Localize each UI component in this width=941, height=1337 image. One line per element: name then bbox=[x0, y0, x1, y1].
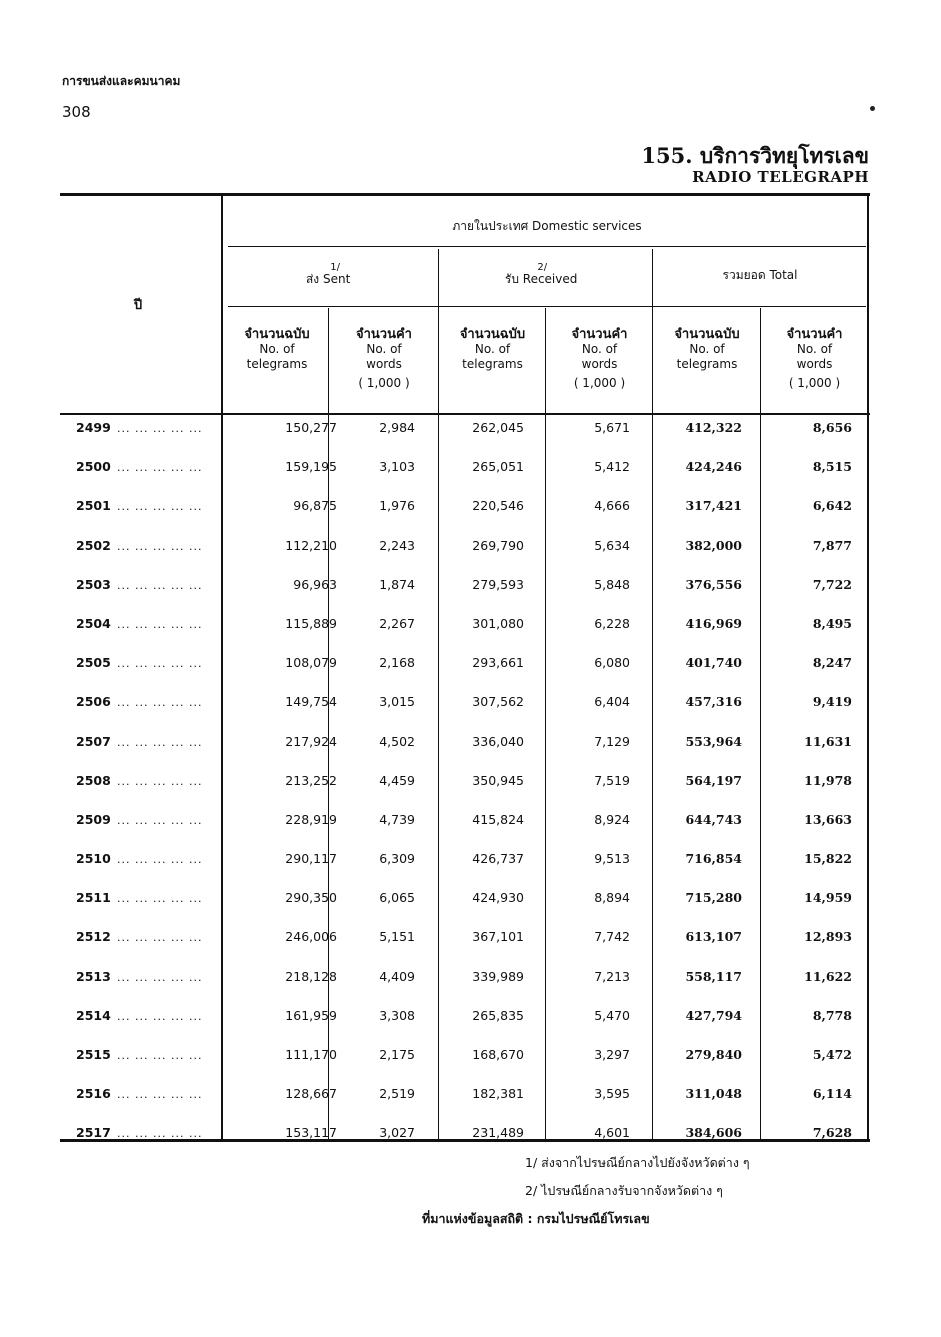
value-cell: 8,656 bbox=[812, 420, 852, 435]
value-cell: 715,280 bbox=[685, 890, 742, 906]
received-label: รับ Received bbox=[504, 272, 578, 286]
value-cell: 9,419 bbox=[812, 694, 852, 710]
table-title-thai-text: บริการวิทยุโทรเลข bbox=[699, 143, 869, 168]
value-cell: 8,778 bbox=[812, 1007, 852, 1023]
value-cell: 5,634 bbox=[594, 537, 630, 553]
col-header-th: จำนวนคำ bbox=[356, 327, 412, 342]
value-cell: 231,489 bbox=[472, 1125, 524, 1141]
value-cell: 424,930 bbox=[472, 890, 524, 906]
leader-dots: ... ... ... ... ... bbox=[117, 1127, 203, 1141]
year-cell: 2513 bbox=[76, 968, 111, 984]
value-cell: 6,404 bbox=[594, 694, 630, 710]
sent-words-header bbox=[330, 327, 438, 391]
value-cell: 4,459 bbox=[379, 772, 415, 788]
value-cell: 3,027 bbox=[379, 1125, 415, 1141]
table-number: 155. bbox=[641, 143, 693, 168]
table-row bbox=[62, 647, 870, 686]
value-cell: 2,168 bbox=[379, 655, 415, 671]
table-title-english: RADIO TELEGRAPH bbox=[692, 168, 869, 186]
year-cell: 2511 bbox=[76, 890, 111, 906]
value-cell: 367,101 bbox=[472, 929, 524, 945]
value-cell: 6,065 bbox=[379, 890, 415, 906]
leader-dots: ... ... ... ... ... bbox=[117, 813, 203, 827]
table-top-rule bbox=[60, 193, 870, 196]
col-header-en2: words bbox=[581, 357, 618, 371]
year-cell: 2507 bbox=[76, 733, 111, 749]
value-cell: 6,080 bbox=[594, 655, 630, 671]
value-cell: 301,080 bbox=[472, 615, 524, 631]
value-cell: 7,213 bbox=[594, 968, 630, 984]
col-header-en1: No. of bbox=[259, 342, 295, 356]
col-header-en1: No. of bbox=[796, 342, 833, 356]
value-cell: 307,562 bbox=[472, 694, 524, 710]
col-header-unit: ( 1,000 ) bbox=[358, 376, 410, 390]
table-row bbox=[62, 608, 870, 647]
value-cell: 553,964 bbox=[685, 733, 742, 749]
leader-dots: ... ... ... ... ... bbox=[117, 696, 203, 710]
year-cell: 2501 bbox=[76, 498, 111, 514]
value-cell: 376,556 bbox=[685, 576, 742, 592]
table-row bbox=[62, 1039, 870, 1078]
received-group-header bbox=[440, 262, 652, 287]
year-cell: 2499 bbox=[76, 420, 111, 435]
value-cell: 5,472 bbox=[812, 1047, 852, 1062]
table-row bbox=[62, 726, 870, 765]
year-cell: 2517 bbox=[76, 1125, 111, 1141]
value-cell: 213,252 bbox=[285, 772, 337, 788]
table-row bbox=[62, 686, 870, 725]
value-cell: 6,228 bbox=[594, 615, 630, 631]
value-cell: 5,412 bbox=[594, 459, 630, 475]
value-cell: 6,642 bbox=[812, 498, 852, 514]
col-header-en1: No. of bbox=[474, 342, 511, 356]
leader-dots: ... ... ... ... ... bbox=[117, 774, 203, 788]
value-cell: 6,114 bbox=[812, 1086, 852, 1102]
year-cell: 2505 bbox=[76, 655, 111, 671]
table-row bbox=[62, 1000, 870, 1039]
value-cell: 96,963 bbox=[293, 576, 337, 592]
table-row bbox=[62, 804, 870, 843]
col-header-en2: telegrams bbox=[246, 357, 308, 371]
sent-group-header bbox=[228, 262, 438, 287]
value-cell: 7,129 bbox=[594, 733, 630, 749]
value-cell: 384,606 bbox=[685, 1125, 742, 1141]
value-cell: 5,470 bbox=[594, 1007, 630, 1023]
col-header-th: จำนวนฉบับ bbox=[459, 327, 526, 342]
value-cell: 9,513 bbox=[594, 851, 630, 867]
value-cell: 412,322 bbox=[685, 420, 742, 435]
leader-dots: ... ... ... ... ... bbox=[117, 539, 203, 553]
sent-footnote-ref: 1/ bbox=[330, 262, 341, 273]
value-cell: 427,794 bbox=[685, 1007, 742, 1023]
value-cell: 416,969 bbox=[685, 615, 742, 631]
col-header-unit: ( 1,000 ) bbox=[788, 376, 841, 390]
value-cell: 8,924 bbox=[594, 811, 630, 827]
col-header-en1: No. of bbox=[581, 342, 618, 356]
value-cell: 8,247 bbox=[812, 655, 852, 671]
value-cell: 4,409 bbox=[379, 968, 415, 984]
leader-dots: ... ... ... ... ... bbox=[117, 892, 203, 906]
value-cell: 182,381 bbox=[472, 1086, 524, 1102]
received-footnote-ref: 2/ bbox=[537, 262, 548, 273]
value-cell: 3,297 bbox=[594, 1047, 630, 1062]
value-cell: 4,601 bbox=[594, 1125, 630, 1141]
table-row bbox=[62, 569, 870, 608]
col-header-th: จำนวนคำ bbox=[571, 327, 628, 342]
value-cell: 339,989 bbox=[472, 968, 524, 984]
col-header-en1: No. of bbox=[689, 342, 725, 356]
table-row bbox=[62, 765, 870, 804]
table-row bbox=[62, 843, 870, 882]
value-cell: 4,739 bbox=[379, 811, 415, 827]
year-cell: 2510 bbox=[76, 851, 111, 867]
col-header-en1: No. of bbox=[366, 342, 402, 356]
value-cell: 7,519 bbox=[594, 772, 630, 788]
leader-dots: ... ... ... ... ... bbox=[117, 1088, 203, 1102]
value-cell: 290,117 bbox=[285, 851, 337, 867]
value-cell: 15,822 bbox=[804, 851, 852, 867]
domestic-header-rule bbox=[228, 246, 866, 247]
value-cell: 317,421 bbox=[685, 498, 742, 514]
value-cell: 7,877 bbox=[812, 537, 852, 553]
value-cell: 218,128 bbox=[285, 968, 337, 984]
year-cell: 2500 bbox=[76, 459, 111, 475]
value-cell: 7,742 bbox=[594, 929, 630, 945]
value-cell: 265,051 bbox=[472, 459, 524, 475]
value-cell: 149,754 bbox=[285, 694, 337, 710]
value-cell: 3,103 bbox=[379, 459, 415, 475]
value-cell: 3,595 bbox=[594, 1086, 630, 1102]
table-row bbox=[62, 530, 870, 569]
value-cell: 7,628 bbox=[812, 1125, 852, 1141]
value-cell: 13,663 bbox=[804, 811, 852, 827]
value-cell: 1,874 bbox=[379, 576, 415, 592]
value-cell: 424,246 bbox=[685, 459, 742, 475]
value-cell: 401,740 bbox=[685, 655, 742, 671]
value-cell: 115,889 bbox=[285, 615, 337, 631]
col-header-th: จำนวนคำ bbox=[786, 327, 843, 342]
col-header-en2: telegrams bbox=[676, 357, 738, 371]
value-cell: 108,079 bbox=[285, 655, 337, 671]
value-cell: 5,848 bbox=[594, 576, 630, 592]
leader-dots: ... ... ... ... ... bbox=[117, 617, 203, 631]
value-cell: 228,919 bbox=[285, 811, 337, 827]
value-cell: 8,894 bbox=[594, 890, 630, 906]
year-cell: 2502 bbox=[76, 537, 111, 553]
sent-label: ส่ง Sent bbox=[305, 272, 351, 286]
value-cell: 8,495 bbox=[812, 615, 852, 631]
year-cell: 2504 bbox=[76, 615, 111, 631]
value-cell: 220,546 bbox=[472, 498, 524, 514]
value-cell: 6,309 bbox=[379, 851, 415, 867]
col-header-th: จำนวนฉบับ bbox=[674, 327, 740, 342]
value-cell: 716,854 bbox=[685, 851, 742, 867]
col-header-th: จำนวนฉบับ bbox=[244, 327, 310, 342]
value-cell: 613,107 bbox=[685, 929, 742, 945]
leader-dots: ... ... ... ... ... bbox=[117, 657, 203, 671]
col-header-unit: ( 1,000 ) bbox=[573, 376, 626, 390]
year-cell: 2509 bbox=[76, 811, 111, 827]
table-row bbox=[62, 1078, 870, 1117]
value-cell: 96,875 bbox=[293, 498, 337, 514]
value-cell: 14,959 bbox=[804, 890, 852, 906]
value-cell: 161,959 bbox=[285, 1007, 337, 1023]
value-cell: 2,175 bbox=[379, 1047, 415, 1062]
year-cell: 2516 bbox=[76, 1086, 111, 1102]
table-row bbox=[62, 961, 870, 1000]
leader-dots: ... ... ... ... ... bbox=[117, 1049, 203, 1062]
value-cell: 11,631 bbox=[804, 733, 852, 749]
year-cell: 2512 bbox=[76, 929, 111, 945]
value-cell: 5,151 bbox=[379, 929, 415, 945]
leader-dots: ... ... ... ... ... bbox=[117, 1009, 203, 1023]
value-cell: 11,622 bbox=[804, 968, 852, 984]
value-cell: 150,277 bbox=[285, 420, 337, 435]
value-cell: 12,893 bbox=[804, 929, 852, 945]
value-cell: 2,984 bbox=[379, 420, 415, 435]
value-cell: 11,978 bbox=[804, 772, 852, 788]
value-cell: 2,519 bbox=[379, 1086, 415, 1102]
table-row bbox=[62, 490, 870, 529]
year-cell: 2506 bbox=[76, 694, 111, 710]
leader-dots: ... ... ... ... ... bbox=[117, 735, 203, 749]
value-cell: 293,661 bbox=[472, 655, 524, 671]
year-cell: 2514 bbox=[76, 1007, 111, 1023]
value-cell: 111,170 bbox=[285, 1047, 337, 1062]
value-cell: 153,117 bbox=[285, 1125, 337, 1141]
value-cell: 5,671 bbox=[594, 420, 630, 435]
year-header: ปี bbox=[133, 298, 143, 313]
value-cell: 4,666 bbox=[594, 498, 630, 514]
leader-dots: ... ... ... ... ... bbox=[117, 970, 203, 984]
received-telegrams-header bbox=[440, 327, 545, 372]
value-cell: 4,502 bbox=[379, 733, 415, 749]
table-row bbox=[62, 1117, 870, 1156]
value-cell: 1,976 bbox=[379, 498, 415, 514]
value-cell: 2,267 bbox=[379, 615, 415, 631]
value-cell: 350,945 bbox=[472, 772, 524, 788]
value-cell: 265,835 bbox=[472, 1007, 524, 1023]
value-cell: 262,045 bbox=[472, 420, 524, 435]
value-cell: 3,015 bbox=[379, 694, 415, 710]
leader-dots: ... ... ... ... ... bbox=[117, 461, 203, 475]
total-words-header bbox=[762, 327, 867, 391]
value-cell: 3,308 bbox=[379, 1007, 415, 1023]
data-source: ที่มาแห่งข้อมูลสถิติ : กรมไปรษณีย์โทรเลข bbox=[422, 1211, 650, 1226]
page-number: 308 bbox=[62, 103, 91, 121]
value-cell: 382,000 bbox=[685, 537, 742, 553]
year-cell: 2508 bbox=[76, 772, 111, 788]
table-row bbox=[62, 921, 870, 960]
value-cell: 426,737 bbox=[472, 851, 524, 867]
year-cell: 2503 bbox=[76, 576, 111, 592]
footnote-1: 1/ ส่งจากไปรษณีย์กลางไปยังจังหวัดต่าง ๆ bbox=[525, 1155, 750, 1170]
year-cell: 2515 bbox=[76, 1047, 111, 1062]
table-row bbox=[62, 412, 870, 451]
value-cell: 269,790 bbox=[472, 537, 524, 553]
leader-dots: ... ... ... ... ... bbox=[117, 931, 203, 945]
value-cell: 159,195 bbox=[285, 459, 337, 475]
sent-telegrams-header bbox=[226, 327, 328, 372]
value-cell: 457,316 bbox=[685, 694, 742, 710]
table-body bbox=[62, 412, 870, 1157]
value-cell: 217,924 bbox=[285, 733, 337, 749]
group-header-rule bbox=[228, 306, 866, 307]
leader-dots: ... ... ... ... ... bbox=[117, 853, 203, 867]
leader-dots: ... ... ... ... ... bbox=[117, 500, 203, 514]
value-cell: 246,006 bbox=[285, 929, 337, 945]
footnote-2: 2/ ไปรษณีย์กลางรับจากจังหวัดต่าง ๆ bbox=[525, 1183, 723, 1198]
col-header-en2: words bbox=[366, 357, 402, 371]
value-cell: 128,667 bbox=[285, 1086, 337, 1102]
value-cell: 279,593 bbox=[472, 576, 524, 592]
total-telegrams-header bbox=[654, 327, 760, 372]
value-cell: 168,670 bbox=[472, 1047, 524, 1062]
received-words-header bbox=[547, 327, 652, 391]
value-cell: 8,515 bbox=[812, 459, 852, 475]
value-cell: 558,117 bbox=[685, 968, 742, 984]
value-cell: 7,722 bbox=[812, 576, 852, 592]
value-cell: 336,040 bbox=[472, 733, 524, 749]
page-mark-dot bbox=[870, 106, 875, 111]
leader-dots: ... ... ... ... ... bbox=[117, 422, 203, 435]
table-row bbox=[62, 882, 870, 921]
section-title: การขนส่งและคมนาคม bbox=[62, 74, 181, 88]
col-header-en2: words bbox=[796, 357, 833, 371]
col-header-en2: telegrams bbox=[462, 357, 523, 371]
value-cell: 290,350 bbox=[285, 890, 337, 906]
value-cell: 311,048 bbox=[685, 1086, 742, 1102]
value-cell: 2,243 bbox=[379, 537, 415, 553]
domestic-services-header: ภายในประเทศ Domestic services bbox=[452, 219, 642, 233]
value-cell: 112,210 bbox=[285, 537, 337, 553]
value-cell: 564,197 bbox=[685, 772, 742, 788]
leader-dots: ... ... ... ... ... bbox=[117, 578, 203, 592]
table-row bbox=[62, 451, 870, 490]
value-cell: 279,840 bbox=[685, 1047, 742, 1062]
value-cell: 415,824 bbox=[472, 811, 524, 827]
value-cell: 644,743 bbox=[685, 811, 742, 827]
total-group-header: รวมยอด Total bbox=[722, 268, 798, 282]
